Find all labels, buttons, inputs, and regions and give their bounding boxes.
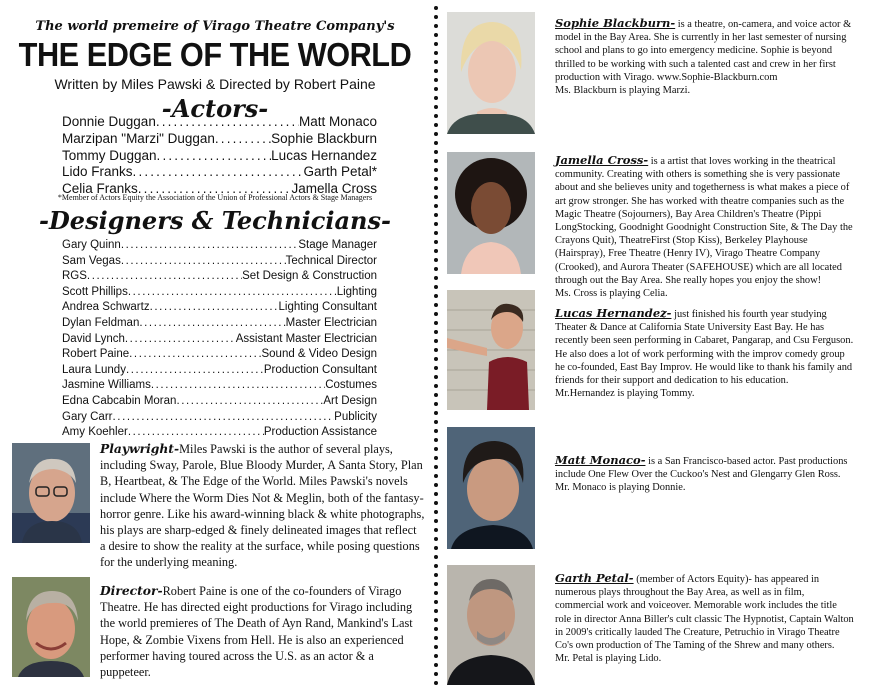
crew-row — [62, 317, 377, 333]
divider-dot — [434, 618, 438, 622]
divider-dot — [434, 645, 438, 649]
divider-dot — [434, 267, 438, 271]
credits-line: Written by Miles Pawski & Directed by Robert Paine — [54, 76, 376, 92]
divider-dot — [434, 222, 438, 226]
divider-dot — [434, 591, 438, 595]
bio-text: is a artist that loves working in the theatrical community. Creating with others is something she is very passionate about and she believes unity and togetherness is what makes a piece of art grow stronger. She has worked with theatre companies such as the Magic Theatre (Sojourners), Bay Area Children's Theatre (Pippi LongStocking, Goodnight Goodnight Construction Site, & The Day the Crayons Quit), TheatreFirst (Stop Kiss), Berkeley Playhouse (Hairspray), Free Theatre (Henry IV), Virago Theatre Company (Crooked), and Aurora Theater (SAFEHOUSE) which are all located through out the Bay Area. She really hopes you enjoy the show! — [555, 156, 853, 286]
divider-dot — [434, 483, 438, 487]
divider-dot — [434, 330, 438, 334]
divider-dot — [434, 240, 438, 244]
divider-dot — [434, 42, 438, 46]
divider-dot — [434, 87, 438, 91]
bio-playing: Mr. Monaco is playing Donnie. — [555, 482, 686, 494]
actor-row — [62, 114, 377, 131]
bio-text: just finished his fourth year studying Theater & Dance at California State University East Bay. He has recently been seen performing in Cabaret, Pangarap, and Csu Ferguson. He also does a lot of work performing with the improv comedy group he co-founded, East Bay Improv. He would like to thank his family and friends for their support and dedication to his education. — [555, 309, 854, 387]
dotted-divider — [434, 6, 438, 690]
equity-footnote: *Member of Actors Equity the Association of the Union of Professional Actors & Stage Managers — [57, 193, 373, 202]
divider-dot — [434, 303, 438, 307]
crew-name: Scott Phillips — [62, 285, 128, 298]
crew-job: Stage Manager — [298, 239, 377, 251]
role-name: Tommy Duggan — [62, 147, 157, 163]
leader-dots — [128, 426, 264, 438]
divider-dot — [434, 600, 438, 604]
crew-row — [62, 395, 377, 411]
divider-dot — [434, 105, 438, 109]
crew-job: Set Design & Construction — [242, 270, 377, 283]
crew-job: Costumes — [325, 379, 377, 392]
jamella-photo — [447, 152, 535, 274]
bio-name: Matt Monaco- — [555, 453, 646, 467]
bio-name: Jamella Cross- — [555, 153, 649, 167]
lucas-photo — [447, 290, 535, 410]
leader-dots — [121, 239, 299, 251]
crew-job: Art Design — [323, 394, 377, 407]
leader-dots — [215, 131, 271, 146]
bio-text: is a San Francisco-based actor. Past productions include One Flew Over the Cuckoo's Nest and Glengarry Glen Ross. — [555, 456, 848, 481]
divider-dot — [434, 204, 438, 208]
director-label: Director- — [100, 583, 163, 598]
crew-job: Lighting — [336, 285, 377, 298]
leader-dots — [156, 114, 299, 129]
divider-dot — [434, 636, 438, 640]
divider-dot — [434, 114, 438, 118]
bio-playing: Mr.Hernandez is playing Tommy. — [555, 388, 695, 400]
divider-dot — [434, 348, 438, 352]
divider-dot — [434, 24, 438, 28]
crew-row — [62, 379, 377, 395]
crew-row — [62, 333, 377, 349]
divider-dot — [434, 195, 438, 199]
actor-name: Jamella Cross — [291, 181, 377, 197]
divider-dot — [434, 141, 438, 145]
matt-photo — [447, 427, 535, 549]
crew-row — [62, 426, 377, 442]
actor-name: Lucas Hernandez — [271, 147, 377, 163]
crew-list — [62, 239, 377, 442]
crew-name: Andrea Schwartz — [62, 301, 150, 314]
crew-job: Sound & Video Design — [261, 348, 377, 361]
actor-name: Matt Monaco — [298, 114, 377, 129]
divider-dot — [434, 573, 438, 577]
crew-job: Lighting Consultant — [278, 301, 377, 314]
divider-dot — [434, 15, 438, 19]
crew-job: Assistant Master Electrician — [235, 332, 377, 345]
divider-dot — [434, 447, 438, 451]
crew-name: Jasmine Williams — [62, 379, 151, 392]
left-column — [0, 0, 430, 695]
actor-row — [62, 131, 377, 148]
divider-dot — [434, 321, 438, 325]
crew-job: Production Consultant — [263, 363, 377, 376]
actor-row — [62, 148, 377, 165]
crew-name: Dylan Feldman — [62, 316, 140, 329]
bio-playing: Ms. Blackburn is playing Marzi. — [555, 85, 691, 97]
divider-dot — [434, 159, 438, 163]
crew-row — [62, 239, 377, 255]
divider-dot — [434, 366, 438, 370]
divider-dot — [434, 681, 438, 685]
bio-playing: Ms. Cross is playing Celia. — [555, 288, 668, 300]
divider-dot — [434, 357, 438, 361]
crew-job: Technical Director — [285, 254, 377, 267]
bio-name: Garth Petal- — [555, 571, 634, 585]
divider-dot — [434, 375, 438, 379]
divider-dot — [434, 294, 438, 298]
divider-dot — [434, 546, 438, 550]
playwright-bio — [100, 441, 425, 571]
divider-dot — [434, 186, 438, 190]
crew-row — [62, 270, 377, 286]
divider-dot — [434, 123, 438, 127]
crew-job: Master Electrician — [285, 316, 377, 329]
bio-text: (member of Actors Equity)- has appeared in numerous plays throughout the Bay Area, as well as in film, commercial work and voiceover. Memorable work includes the title role in director Anna Biller's cult classic The Hypnotist, Captain Walton in 2009's critically lauded The Creature, Petruchio in Virago Theatre Co's own production of The Taming of the Shrew and many others. — [555, 574, 854, 652]
crew-row — [62, 348, 377, 364]
playwright-text: Miles Pawski is the author of several plays, including Sway, Parole, Blue Bloody Murder, A Santa Story, Plan B, Heartbeat, & The Edge of the World. Miles Pawski's novels include Where the Worm Dies Not & Meglin, both of the fantasy-horror genre. Like his award-winning black & white photographs, his plays are sharp-edged & finely delineated images that reflect a desire to show the reality at the surface, while posing questions for the underlying meaning. — [100, 442, 425, 570]
crew-row — [62, 364, 377, 380]
divider-dot — [434, 537, 438, 541]
divider-dot — [434, 69, 438, 73]
divider-dot — [434, 33, 438, 37]
divider-dot — [434, 465, 438, 469]
divider-dot — [434, 51, 438, 55]
divider-dot — [434, 285, 438, 289]
divider-dot — [434, 582, 438, 586]
crew-name: David Lynch — [62, 332, 125, 345]
role-name: Lido Franks — [62, 164, 133, 180]
leader-dots — [128, 286, 337, 298]
crew-name: Laura Lundy — [62, 363, 126, 376]
divider-dot — [434, 258, 438, 262]
divider-dot — [434, 474, 438, 478]
role-name: Celia Franks — [62, 181, 138, 197]
crew-heading: -Designers & Technicians- — [39, 206, 391, 235]
leader-dots — [133, 164, 304, 179]
crew-row — [62, 286, 377, 302]
actor-name: Sophie Blackburn — [271, 130, 377, 146]
divider-dot — [434, 528, 438, 532]
actor-name: Garth Petal* — [303, 164, 377, 180]
bio-matt — [555, 454, 855, 495]
divider-dot — [434, 429, 438, 433]
crew-job: Production Assistance — [263, 426, 377, 439]
divider-dot — [434, 609, 438, 613]
playwright-photo — [12, 443, 90, 543]
divider-dot — [434, 393, 438, 397]
playwright-label: Playwright- — [100, 441, 180, 456]
divider-dot — [434, 627, 438, 631]
divider-dot — [434, 231, 438, 235]
director-bio — [100, 583, 425, 680]
show-title: THE EDGE OF THE WORLD — [18, 36, 412, 73]
bio-text: is a theatre, on-camera, and voice actor & model in the Bay Area. She is currently in her last semester of nursing school and plans to go into emergency medicine. Sophie is beyond thrilled to be working with such a talented cast and crew in her first production with Virago. www.Sophie-Blackburn.com — [555, 19, 852, 83]
leader-dots — [129, 348, 261, 360]
divider-dot — [434, 213, 438, 217]
bio-sophie — [555, 17, 855, 97]
bio-playing: Mr. Petal is playing Lido. — [555, 653, 662, 665]
crew-row — [62, 301, 377, 317]
divider-dot — [434, 132, 438, 136]
leader-dots — [139, 317, 285, 329]
bio-lucas — [555, 307, 855, 400]
crew-name: Edna Cabcabin Moran — [62, 394, 177, 407]
bio-jamella — [555, 154, 855, 300]
divider-dot — [434, 384, 438, 388]
sophie-photo — [447, 12, 535, 134]
divider-dot — [434, 510, 438, 514]
actors-list — [62, 114, 377, 198]
divider-dot — [434, 519, 438, 523]
crew-name: RGS — [62, 270, 87, 283]
leader-dots — [125, 333, 236, 345]
crew-name: Sam Vegas — [62, 254, 121, 267]
divider-dot — [434, 555, 438, 559]
crew-row — [62, 411, 377, 427]
director-photo — [12, 577, 90, 677]
divider-dot — [434, 6, 438, 10]
divider-dot — [434, 564, 438, 568]
divider-dot — [434, 249, 438, 253]
leader-dots — [157, 148, 272, 163]
divider-dot — [434, 402, 438, 406]
crew-job: Publicity — [334, 410, 377, 423]
crew-name: Robert Paine — [62, 348, 130, 361]
actor-row — [62, 164, 377, 181]
role-name: Marzipan "Marzi" Duggan — [62, 130, 215, 146]
bio-name: Sophie Blackburn- — [555, 16, 676, 30]
leader-dots — [150, 301, 279, 313]
divider-dot — [434, 672, 438, 676]
divider-dot — [434, 438, 438, 442]
divider-dot — [434, 276, 438, 280]
divider-dot — [434, 168, 438, 172]
divider-dot — [434, 501, 438, 505]
director-text: Robert Paine is one of the co-founders of Virago Theatre. He has directed eight productions for Virago including the world premieres of The Death of Ayn Rand, Mankind's Last Hope, & Zombie Vixens from Hell. He is also an experienced performer having toured across the U.S. as an actor & a puppeteer. — [100, 584, 413, 680]
leader-dots — [87, 270, 242, 282]
divider-dot — [434, 339, 438, 343]
divider-dot — [434, 96, 438, 100]
garth-photo — [447, 565, 535, 685]
crew-name: Amy Koehler — [62, 426, 128, 439]
divider-dot — [434, 78, 438, 82]
actors-heading: -Actors- — [161, 94, 269, 123]
divider-dot — [434, 663, 438, 667]
leader-dots — [112, 411, 334, 423]
leader-dots — [151, 379, 325, 391]
leader-dots — [121, 255, 286, 267]
crew-name: Gary Carr — [62, 410, 113, 423]
divider-dot — [434, 312, 438, 316]
divider-dot — [434, 420, 438, 424]
role-name: Donnie Duggan — [62, 114, 156, 129]
leader-dots — [176, 395, 323, 407]
divider-dot — [434, 150, 438, 154]
divider-dot — [434, 654, 438, 658]
bio-name: Lucas Hernandez- — [555, 306, 672, 320]
premiere-line: The world premeire of Virago Theatre Company's — [35, 19, 395, 34]
bio-garth — [555, 572, 855, 665]
crew-name: Gary Quinn — [62, 239, 121, 251]
leader-dots — [126, 364, 264, 376]
crew-row — [62, 255, 377, 271]
divider-dot — [434, 411, 438, 415]
divider-dot — [434, 177, 438, 181]
divider-dot — [434, 456, 438, 460]
divider-dot — [434, 60, 438, 64]
divider-dot — [434, 492, 438, 496]
